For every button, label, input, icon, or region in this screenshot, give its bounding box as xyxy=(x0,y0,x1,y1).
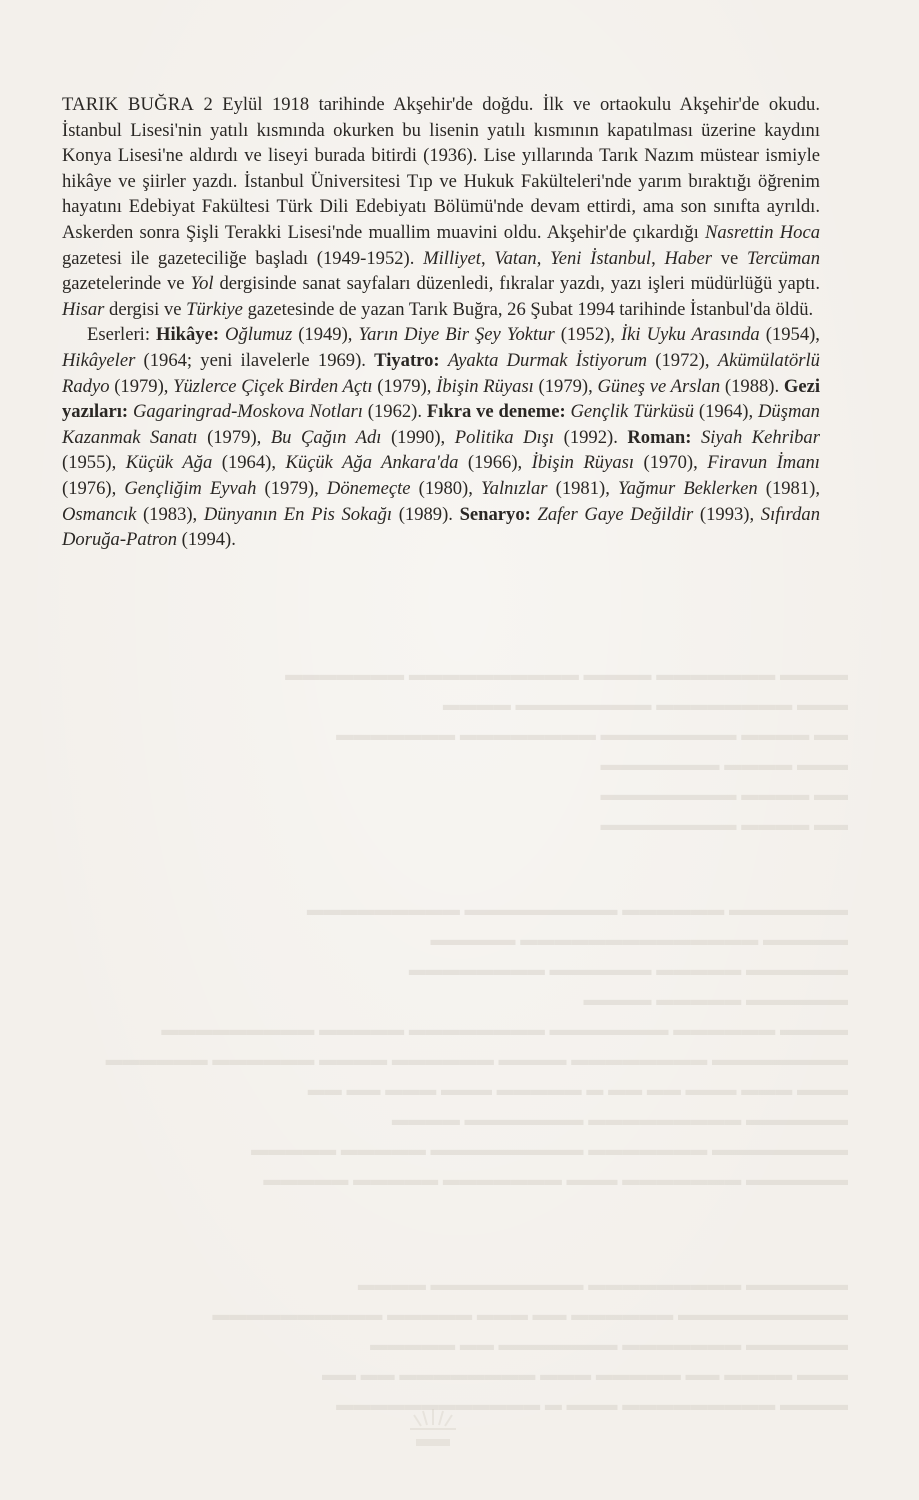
text-run: (1954), xyxy=(759,324,820,346)
italic-title: Gagaringrad-Moskova Notları xyxy=(132,401,363,423)
text-run: (1964), xyxy=(212,452,286,474)
genre-label: Hikâye: xyxy=(156,324,220,346)
text-run: (1955), xyxy=(62,452,126,474)
author-name: TARIK BUĞRA xyxy=(62,94,195,115)
text-run: , xyxy=(536,247,551,269)
text-run: (1980), xyxy=(410,477,482,499)
italic-title: Gençliğim Eyvah xyxy=(124,477,257,499)
text-run: (1979), xyxy=(256,477,327,499)
italic-title: İbişin Rüyası xyxy=(531,452,635,474)
italic-title: Siyah Kehribar xyxy=(700,426,820,448)
works-paragraph xyxy=(62,322,820,552)
text-run: (1993), xyxy=(693,503,761,525)
text-run: (1990), xyxy=(381,426,455,448)
italic-title: Yalnızlar xyxy=(481,477,548,499)
text-run: (1952), xyxy=(554,324,621,346)
italic-title: Gençlik Türküsü xyxy=(570,401,695,423)
text-run: (1994). xyxy=(177,529,236,551)
text-run: (1962). xyxy=(362,401,427,423)
italic-title: Sıfırdan Doruğa-Patron xyxy=(62,503,820,551)
show-through-texture: ▬▬▬▬▬▬▬ ▬▬▬▬▬▬ ▬▬▬▬▬▬▬▬▬ ▬▬▬▬▬▬▬▬▬ ▬▬▬▬▬ ▬▬▬▬▬▬▬▬▬▬▬▬▬▬ ▬▬▬▬▬ ▬▬▬▬▬▬ ▬▬▬▬▬ ▬▬▬▬▬▬ ▬▬▬▬▬▬▬▬ ▬▬▬▬▬▬ ▬▬▬▬▬ ▬▬▬▬ ▬▬▬▬ ▬▬▬▬▬▬ ▬▬▬▬▬▬▬ ▬▬▬▬▬▬▬▬ ▬▬▬▬▬ ▬▬▬▬▬▬▬▬▬ ▬▬▬▬▬▬▬▬ ▬▬▬▬▬▬▬▬ ▬▬▬▬ ▬▬▬▬▬▬ ▬▬▬▬ ▬▬▬▬▬▬ ▬▬▬▬▬▬ ▬▬▬ ▬▬▬ ▬▬▬ ▬▬ ▬▬ ▬ ▬▬▬▬▬ ▬▬▬ ▬▬▬ ▬▬ ▬▬ ▬▬▬▬▬▬ ▬▬▬▬▬▬▬▬▬ ▬▬▬▬▬▬▬ ▬▬▬▬ ▬▬▬▬▬▬▬▬ ▬▬▬▬▬▬▬ ▬▬▬▬▬▬▬▬▬ ▬▬▬▬▬ ▬▬▬▬▬ ▬▬▬▬▬▬ ▬▬▬▬▬▬▬ ▬▬▬ ▬▬▬▬▬▬▬ ▬▬▬▬▬ ▬▬▬▬▬ xyxy=(105,900,848,1189)
text-run: (1988). xyxy=(720,375,784,397)
italic-title: Ayakta Durmak İstiyorum xyxy=(447,349,648,371)
italic-title: Güneş ve Arslan xyxy=(597,375,721,397)
text-run: (1979), xyxy=(109,375,174,397)
italic-title: Haber xyxy=(664,247,712,269)
text-run: (1979), xyxy=(197,426,271,448)
italic-title: Politika Dışı xyxy=(454,426,555,448)
publisher-logo-show-through xyxy=(388,1405,478,1453)
italic-title: Milliyet xyxy=(423,247,481,269)
italic-title: Düşman Kazanmak Sanatı xyxy=(62,401,820,448)
genre-label: Senaryo: xyxy=(459,503,531,525)
text-run: 2 Eylül 1918 tarihinde Akşehir'de doğdu. İlk ve ortaokulu Akşehir'de okudu. İstanbul Lisesi'nin yatılı kısmında okurken bu lisenin yatılı kısmının kapatılması üzerine kaydını Konya Lisesi'ne aldırdı ve liseyi burada bitirdi (1936). Lise yıllarında Tarık Nazım müstear ismiyle hikâye ve şiirler yazdı. İstanbul Üniversitesi Tıp ve Hukuk Fakülteleri'nde yarım bıraktığı öğrenim hayatını Edebiyat Fakültesi Türk Dili Edebiyatı Bölümü'nde devam ettirdi, ama son sınıfta ayrıldı. Askerden sonra Şişli Terakki Lisesi'nde muallim muavini oldu. Akşehir'de çıkardığı xyxy=(62,94,820,243)
italic-title: Tercüman xyxy=(746,247,820,269)
italic-title: Dünyanın En Pis Sokağı xyxy=(203,503,393,525)
text-run: (1983), xyxy=(136,503,204,525)
italic-title: Yarın Diye Bir Şey Yoktur xyxy=(358,324,555,346)
italic-title: Bu Çağın Adı xyxy=(270,426,382,448)
text-run: (1989). xyxy=(392,503,460,525)
biography-body xyxy=(62,94,820,320)
text-run: , xyxy=(651,247,665,269)
text-run: (1979), xyxy=(533,375,598,397)
italic-title: Hikâyeler xyxy=(62,349,136,371)
italic-title: Zafer Gaye Değildir xyxy=(537,503,694,525)
text-run xyxy=(440,350,448,371)
text-run: gazetesinde de yazan Tarık Buğra, 26 Şubat 1994 tarihinde İstanbul'da öldü. xyxy=(242,298,814,320)
text-run: (1992). xyxy=(554,426,628,448)
genre-label: Tiyatro: xyxy=(374,349,440,371)
italic-title: Osmancık xyxy=(62,503,137,525)
italic-title: Türkiye xyxy=(186,298,243,320)
genre-label: Gezi yazıları: xyxy=(62,375,820,423)
italic-title: Hisar xyxy=(62,298,105,320)
author-bio-text xyxy=(62,92,820,553)
italic-title: Küçük Ağa Ankara'da xyxy=(285,452,459,474)
text-run: dergisinde sanat sayfaları düzenledi, fıkralar yazdı, yazı işleri müdürlüğü yaptı. xyxy=(213,273,820,295)
text-run: (1981), xyxy=(757,477,820,499)
text-run: (1976), xyxy=(62,477,125,499)
genre-label: Fıkra ve deneme: xyxy=(426,401,566,423)
text-run: (1949), xyxy=(292,324,359,346)
text-run: (1970), xyxy=(634,452,708,474)
text-run: ve xyxy=(711,247,747,269)
italic-title: Akümülatörlü Radyo xyxy=(62,349,820,397)
show-through-texture: ▬▬▬▬ ▬▬▬▬▬▬▬ ▬▬▬▬ ▬▬▬▬▬▬▬▬▬▬ ▬▬▬▬▬▬▬ ▬▬▬ ▬▬▬▬▬▬▬▬ ▬▬▬▬▬▬▬▬ ▬▬▬▬ ▬▬ ▬▬▬▬ ▬▬▬▬▬▬▬▬ ▬▬▬▬▬▬▬▬ ▬▬▬▬▬▬▬ ▬▬▬ ▬▬▬▬ ▬▬▬▬▬▬▬ ▬▬ ▬▬▬▬ ▬▬▬▬▬▬▬▬ ▬▬ ▬▬▬▬ ▬▬▬▬▬▬▬▬ xyxy=(285,665,848,834)
text-run: (1964; yeni ilavelerle 1969). xyxy=(135,349,375,371)
text-run: dergisi ve xyxy=(104,298,187,320)
text-run xyxy=(691,427,701,448)
italic-title: Nasrettin Hoca xyxy=(704,221,821,243)
italic-title: Oğlumuz xyxy=(225,324,293,346)
text-run: (1979), xyxy=(372,375,437,397)
text-run: (1966), xyxy=(458,452,532,474)
italic-title: Yüzlerce Çiçek Birden Açtı xyxy=(173,375,373,397)
text-run: (1972), xyxy=(647,349,718,371)
text-run: (1981), xyxy=(547,477,618,499)
italic-title: Firavun İmanı xyxy=(707,452,820,474)
show-through-texture: ▬▬▬▬▬▬ ▬▬▬▬▬▬▬▬▬ ▬▬▬▬▬▬▬▬▬ ▬▬▬▬ ▬▬▬▬▬▬▬▬▬▬ ▬▬▬▬▬▬ ▬▬ ▬▬▬ ▬▬▬▬▬ ▬▬▬▬▬▬▬▬▬▬ ▬▬▬▬▬▬ ▬▬▬▬▬▬▬ ▬▬▬▬▬▬▬ ▬▬ ▬▬▬▬▬ ▬▬▬ ▬▬▬▬ ▬▬ ▬▬▬▬▬ ▬▬▬ ▬▬▬▬▬▬▬▬ ▬▬ ▬▬ ▬▬▬▬ ▬▬▬▬▬▬▬▬▬ ▬▬▬ ▬ ▬▬▬▬▬▬▬▬▬▬▬▬ xyxy=(212,1275,848,1414)
italic-title: Küçük Ağa xyxy=(125,452,213,474)
italic-title: İbişin Rüyası xyxy=(436,375,534,397)
text-run: Eserleri: xyxy=(87,324,156,346)
text-run: gazetesi ile gazeteciliğe başladı (1949-1952). xyxy=(62,247,424,269)
italic-title: Yol xyxy=(190,273,214,295)
italic-title: Vatan xyxy=(494,247,537,269)
genre-label: Roman: xyxy=(627,426,692,448)
italic-title: İki Uyku Arasında xyxy=(620,324,760,346)
text-run: (1964), xyxy=(694,401,758,423)
italic-title: Yeni İstanbul xyxy=(550,247,652,269)
text-run: gazetelerinde ve xyxy=(62,273,191,295)
text-run: , xyxy=(480,247,495,269)
biography-paragraph xyxy=(62,92,820,322)
italic-title: Yağmur Beklerken xyxy=(618,477,758,499)
italic-title: Dönemeçte xyxy=(326,477,411,499)
